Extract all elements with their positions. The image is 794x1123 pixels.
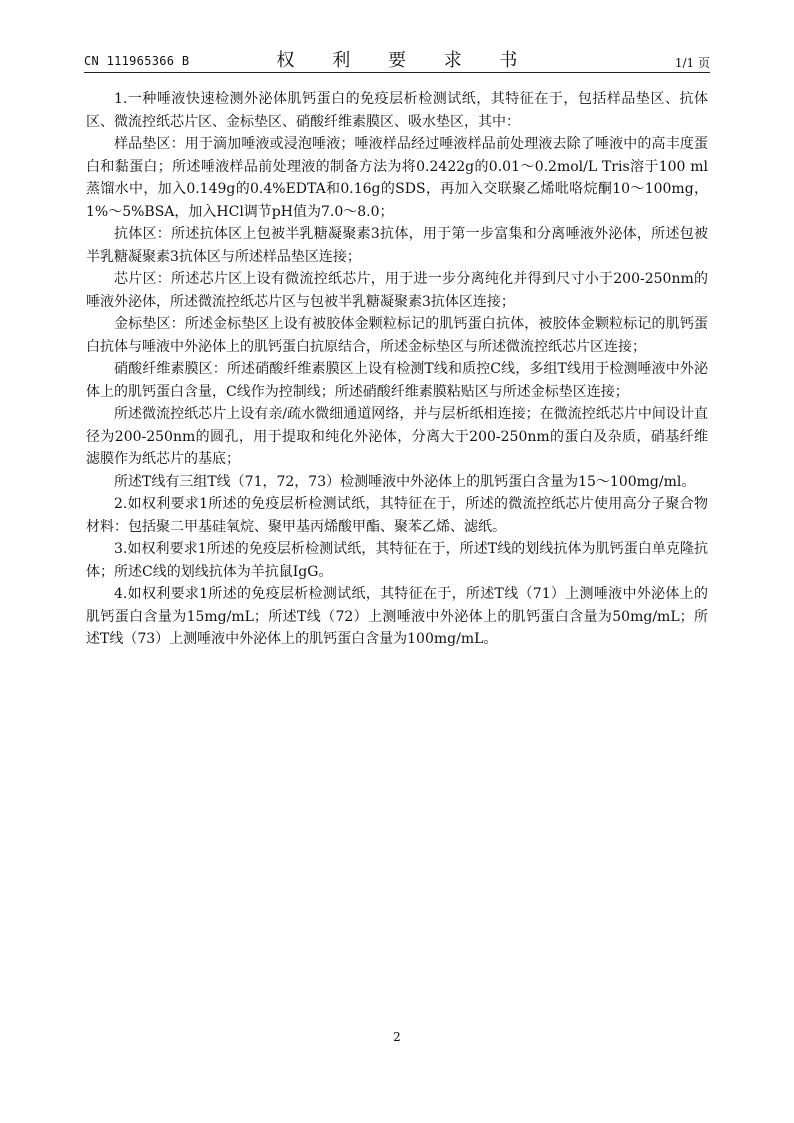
claims-body: [86, 88, 708, 651]
header-divider: [84, 72, 710, 73]
claim-4: 4.如权利要求1所述的免疫层析检测试纸，其特征在于，所述T线（71）上测唾液中外泌体上的肌钙蛋白含量为15mg/mL；所述T线（72）上测唾液中外泌体上的肌钙蛋白含量为50mg/mL；所述T线（73）上测唾液中外泌体上的肌钙蛋白含量为100mg/mL。: [86, 586, 708, 647]
claim-1-antibody-zone: 抗体区：所述抗体区上包被半乳糖凝聚素3抗体，用于第一步富集和分离唾液外泌体，所述包被半乳糖凝聚素3抗体区与所述样品垫区连接；: [86, 226, 708, 265]
patent-number: CN 111965366 B: [84, 54, 190, 68]
claim-1-t-lines: 所述T线有三组T线（71，72，73）检测唾液中外泌体上的肌钙蛋白含量为15～100mg/ml。: [114, 473, 696, 490]
document-title: 权 利 要 求 书: [276, 50, 534, 71]
page-count: 1/1 页: [674, 56, 710, 70]
claim-3: 3.如权利要求1所述的免疫层析检测试纸，其特征在于，所述T线的划线抗体为肌钙蛋白单克隆抗体；所述C线的划线抗体为羊抗鼠IgG。: [86, 541, 708, 580]
claim-1-gold-pad: 金标垫区：所述金标垫区上设有被胶体金颗粒标记的肌钙蛋白抗体，被胶体金颗粒标记的肌钙蛋白抗体与唾液中外泌体上的肌钙蛋白抗原结合，所述金标垫区与所述微流控纸芯片区连接；: [86, 316, 708, 355]
claim-2: 2.如权利要求1所述的免疫层析检测试纸，其特征在于，所述的微流控纸芯片使用高分子聚合物材料：包括聚二甲基硅氧烷、聚甲基丙烯酸甲酯、聚苯乙烯、滤纸。: [86, 496, 708, 535]
page-header: [84, 46, 710, 74]
claim-1-nitrocellulose-zone: 硝酸纤维素膜区：所述硝酸纤维素膜区上设有检测T线和质控C线，多组T线用于检测唾液中外泌体上的肌钙蛋白含量，C线作为控制线；所述硝酸纤维素膜粘贴区与所述金标垫区连接；: [86, 361, 708, 400]
claim-1-sample-pad: 样品垫区：用于滴加唾液或浸泡唾液；唾液样品经过唾液样品前处理液去除了唾液中的高丰度蛋白和黏蛋白；所述唾液样品前处理液的制备方法为将0.2422g的0.01～0.2mol/L Tris溶于100 ml蒸馏水中，加入0.149g的0.4%EDTA和0.16g的SDS，再加入交联聚乙烯吡咯烷酮10～100mg，1%～5%BSA，加入HCl调节pH值为7.0～8.0；: [86, 136, 708, 220]
claim-1-microfluidic-chip: 所述微流控纸芯片上设有亲/疏水微细通道网络，并与层析纸相连接；在微流控纸芯片中间设计直径为200-250nm的圆孔，用于提取和纯化外泌体，分离大于200-250nm的蛋白及杂质，硝基纤维滤膜作为纸芯片的基底；: [86, 406, 708, 467]
claim-1-chip-zone: 芯片区：所述芯片区上设有微流控纸芯片，用于进一步分离纯化并得到尺寸小于200-250nm的唾液外泌体，所述微流控纸芯片区与包被半乳糖凝聚素3抗体区连接；: [86, 271, 708, 310]
claim-1-intro: 1.一种唾液快速检测外泌体肌钙蛋白的免疫层析检测试纸，其特征在于，包括样品垫区、抗体区、微流控纸芯片区、金标垫区、硝酸纤维素膜区、吸水垫区，其中：: [86, 91, 708, 130]
page-number: 2: [393, 1030, 401, 1044]
